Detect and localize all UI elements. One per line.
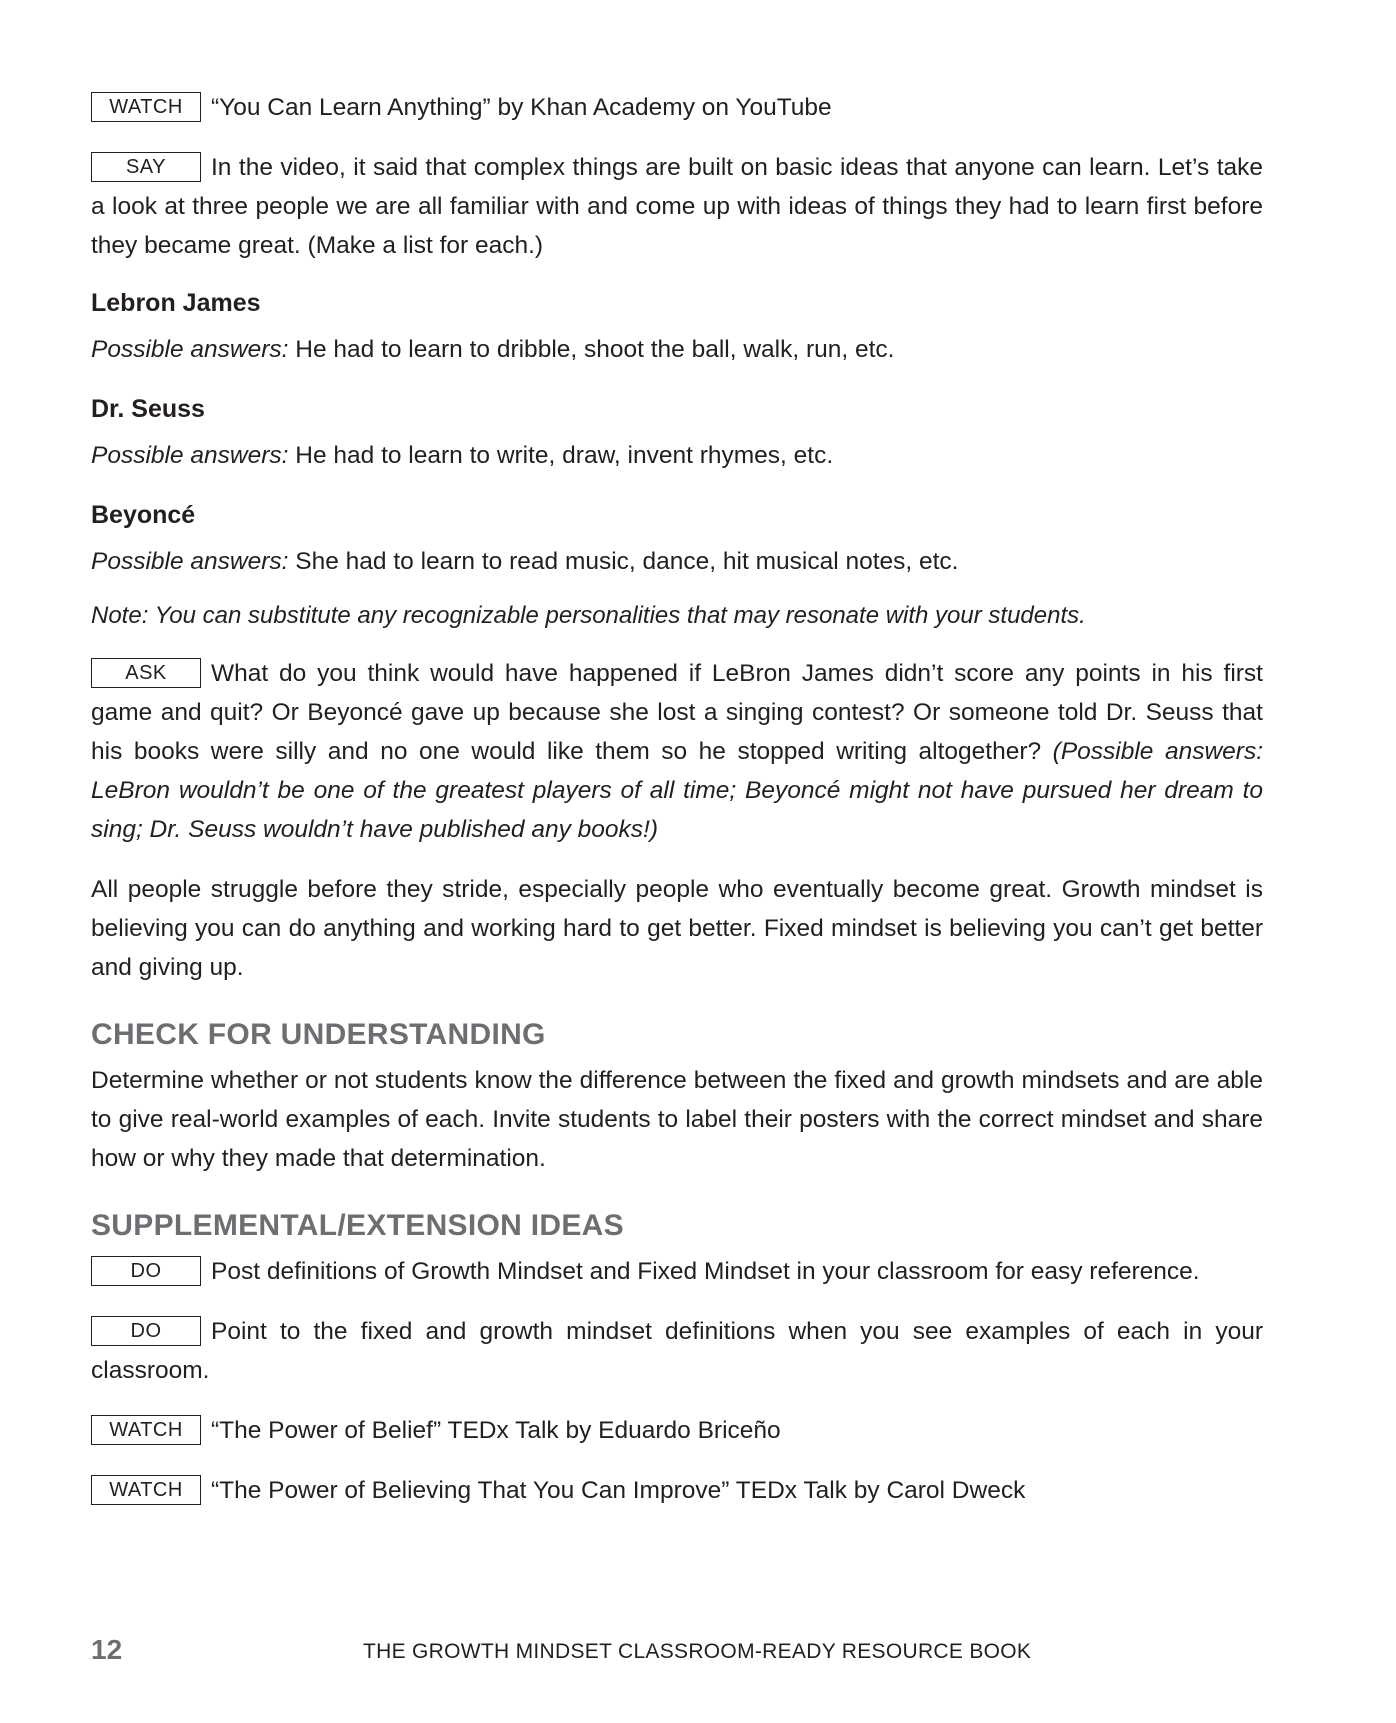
page-number: 12: [91, 1634, 123, 1665]
supplemental-section-title: SUPPLEMENTAL/EXTENSION IDEAS: [91, 1209, 624, 1242]
supplemental-item-text: Point to the fixed and growth mindset definitions when you see examples of each in your classroom.: [91, 1318, 1263, 1384]
supplemental-item: [91, 1252, 1263, 1291]
supplemental-item: [91, 1312, 1263, 1390]
note-text: Note: You can substitute any recognizable personalities that may resonate with your students.: [91, 602, 1086, 629]
do-tag: DO: [91, 1316, 201, 1346]
summary-paragraph: All people struggle before they stride, especially people who eventually become great. Growth mindset is believing you can do anything and working hard to get better. Fixed mindset is believing you can’t get better and giving up.: [91, 876, 1263, 981]
answer-label: Possible answers:: [91, 336, 289, 363]
answer-label: Possible answers:: [91, 548, 289, 575]
say-text: In the video, it said that complex things are built on basic ideas that anyone can learn. Let’s take a look at three people we are all familiar with and come up with ideas of things they had to learn first before they became great. (Make a list for each.): [91, 154, 1263, 259]
do-tag: DO: [91, 1256, 201, 1286]
watch-text: “You Can Learn Anything” by Khan Academy on YouTube: [211, 94, 832, 121]
document-page: [91, 88, 1263, 1531]
person-heading-beyonce: Beyoncé: [91, 501, 196, 529]
answer-text: He had to learn to write, draw, invent rhymes, etc.: [288, 442, 834, 469]
watch-paragraph: [91, 88, 1263, 127]
supplemental-item: [91, 1411, 1263, 1450]
book-title: THE GROWTH MINDSET CLASSROOM-READY RESOURCE BOOK: [363, 1640, 1032, 1663]
say-tag: SAY: [91, 152, 201, 182]
answer-text: He had to learn to dribble, shoot the ball, walk, run, etc.: [288, 336, 895, 363]
answer-text: She had to learn to read music, dance, hit musical notes, etc.: [288, 548, 959, 575]
answer-label: Possible answers:: [91, 442, 289, 469]
supplemental-item-text: “The Power of Believing That You Can Improve” TEDx Talk by Carol Dweck: [211, 1477, 1026, 1504]
say-paragraph: [91, 148, 1263, 265]
person-heading-lebron: Lebron James: [91, 289, 261, 317]
watch-tag: WATCH: [91, 1415, 201, 1445]
ask-answers: (Possible answers: LeBron wouldn’t be one of the greatest players of all time; Beyoncé might not have pursued her dream to sing; Dr. Seuss wouldn’t have published any books!): [91, 738, 1264, 843]
watch-tag: WATCH: [91, 92, 201, 122]
watch-tag: WATCH: [91, 1475, 201, 1505]
page-footer: [91, 1634, 1263, 1674]
supplemental-item: [91, 1471, 1263, 1510]
check-section-title: CHECK FOR UNDERSTANDING: [91, 1018, 546, 1051]
ask-tag: ASK: [91, 658, 201, 688]
check-paragraph: Determine whether or not students know the difference between the fixed and growth mindsets and are able to give real-world examples of each. Invite students to label their posters with the correct mindset and share how or why they made that determination.: [91, 1067, 1263, 1172]
ask-text: What do you think would have happened if LeBron James didn’t score any points in his first game and quit? Or Beyoncé gave up because she lost a singing contest? Or someone told Dr. Seuss that his books were silly and no one would like them so he stopped writing altogether?: [91, 660, 1263, 765]
person-answer-lebron: [91, 332, 1263, 368]
person-answer-beyonce: [91, 544, 1263, 580]
person-heading-seuss: Dr. Seuss: [91, 395, 205, 423]
ask-paragraph: [91, 654, 1263, 849]
supplemental-item-text: “The Power of Belief” TEDx Talk by Eduardo Briceño: [211, 1417, 781, 1444]
person-answer-seuss: [91, 438, 1263, 474]
supplemental-item-text: Post definitions of Growth Mindset and Fixed Mindset in your classroom for easy reference.: [211, 1258, 1200, 1285]
